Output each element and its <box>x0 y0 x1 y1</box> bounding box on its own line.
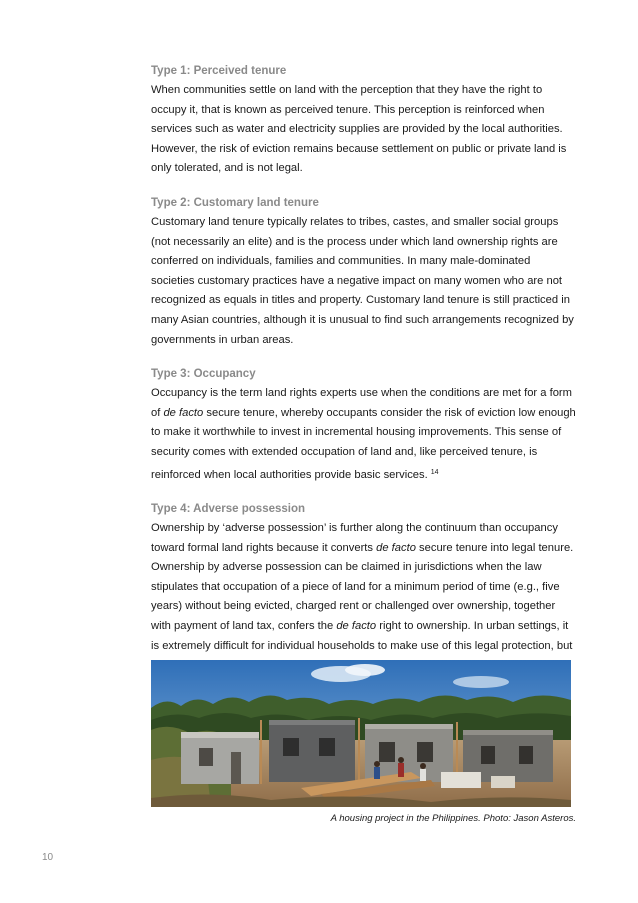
photo-caption: A housing project in the Philippines. Photo: Jason Asteros. <box>330 813 576 824</box>
section-body: When communities settle on land with the perception that they have the right to occupy it, that is known as perceived tenure. This perception is reinforced when services such as water and electricity supplies are provided by the local authorities. However, the risk of eviction remains because settlement on public or private land is only tolerated, and is not legal. <box>151 84 567 175</box>
body-text: Occupancy is the term land rights experts use when the conditions are met for a form of <box>151 387 572 419</box>
italic-term: de facto <box>163 406 204 419</box>
section-body: Customary land tenure typically relates to tribes, castes, and smaller social groups (not necessarily an elite) and is the process under which land ownership rights are conferred on individuals, families and communities. In many male-dominated societies customary practices have a negative impact on many women who are not recognized as equals in titles and property. Customary land tenure is still practiced in many Asian countries, although it is unusual to find such arrangements recognized by governments in urban areas. <box>151 215 574 346</box>
section-customary-land-tenure <box>151 194 576 350</box>
housing-project-photo <box>151 660 571 807</box>
section-body <box>151 384 576 485</box>
body-text: Ownership by ‘adverse possession’ is further along the continuum than occupancy toward formal land rights because it converts <box>151 522 558 554</box>
body-text: secure tenure into legal tenure. Ownership by adverse possession can be claimed in jurisdictions when the law stipulates that occupation of a piece of land for a minimum period of time (e.g., five years) without being evicted, charged rent or challenged over ownership, together with payment of land tax, confers the <box>151 541 574 633</box>
section-heading: Type 1: Perceived tenure <box>151 65 287 77</box>
body-text: secure tenure, whereby occupants consider the risk of eviction low enough to make it worthwhile to invest in incremental housing improvements. This sense of security comes with extended occupation of land and, like perceived tenure, is reinforced when local authorities provide basic services. <box>151 406 576 481</box>
italic-term: de facto <box>376 541 416 554</box>
main-content <box>151 62 576 710</box>
footnote-marker[interactable]: 14 <box>430 468 439 476</box>
section-occupancy <box>151 365 576 485</box>
page-number: 10 <box>42 852 54 863</box>
section-heading: Type 2: Customary land tenure <box>151 196 319 209</box>
section-heading: Type 3: Occupancy <box>151 368 256 381</box>
body-text: right to ownership. In urban settings, it is extremely difficult for individual households to make use of this legal protection, but <box>151 620 573 652</box>
italic-term: de facto <box>336 620 377 633</box>
section-heading: Type 4: Adverse possession <box>151 503 306 516</box>
section-perceived-tenure <box>151 62 576 179</box>
